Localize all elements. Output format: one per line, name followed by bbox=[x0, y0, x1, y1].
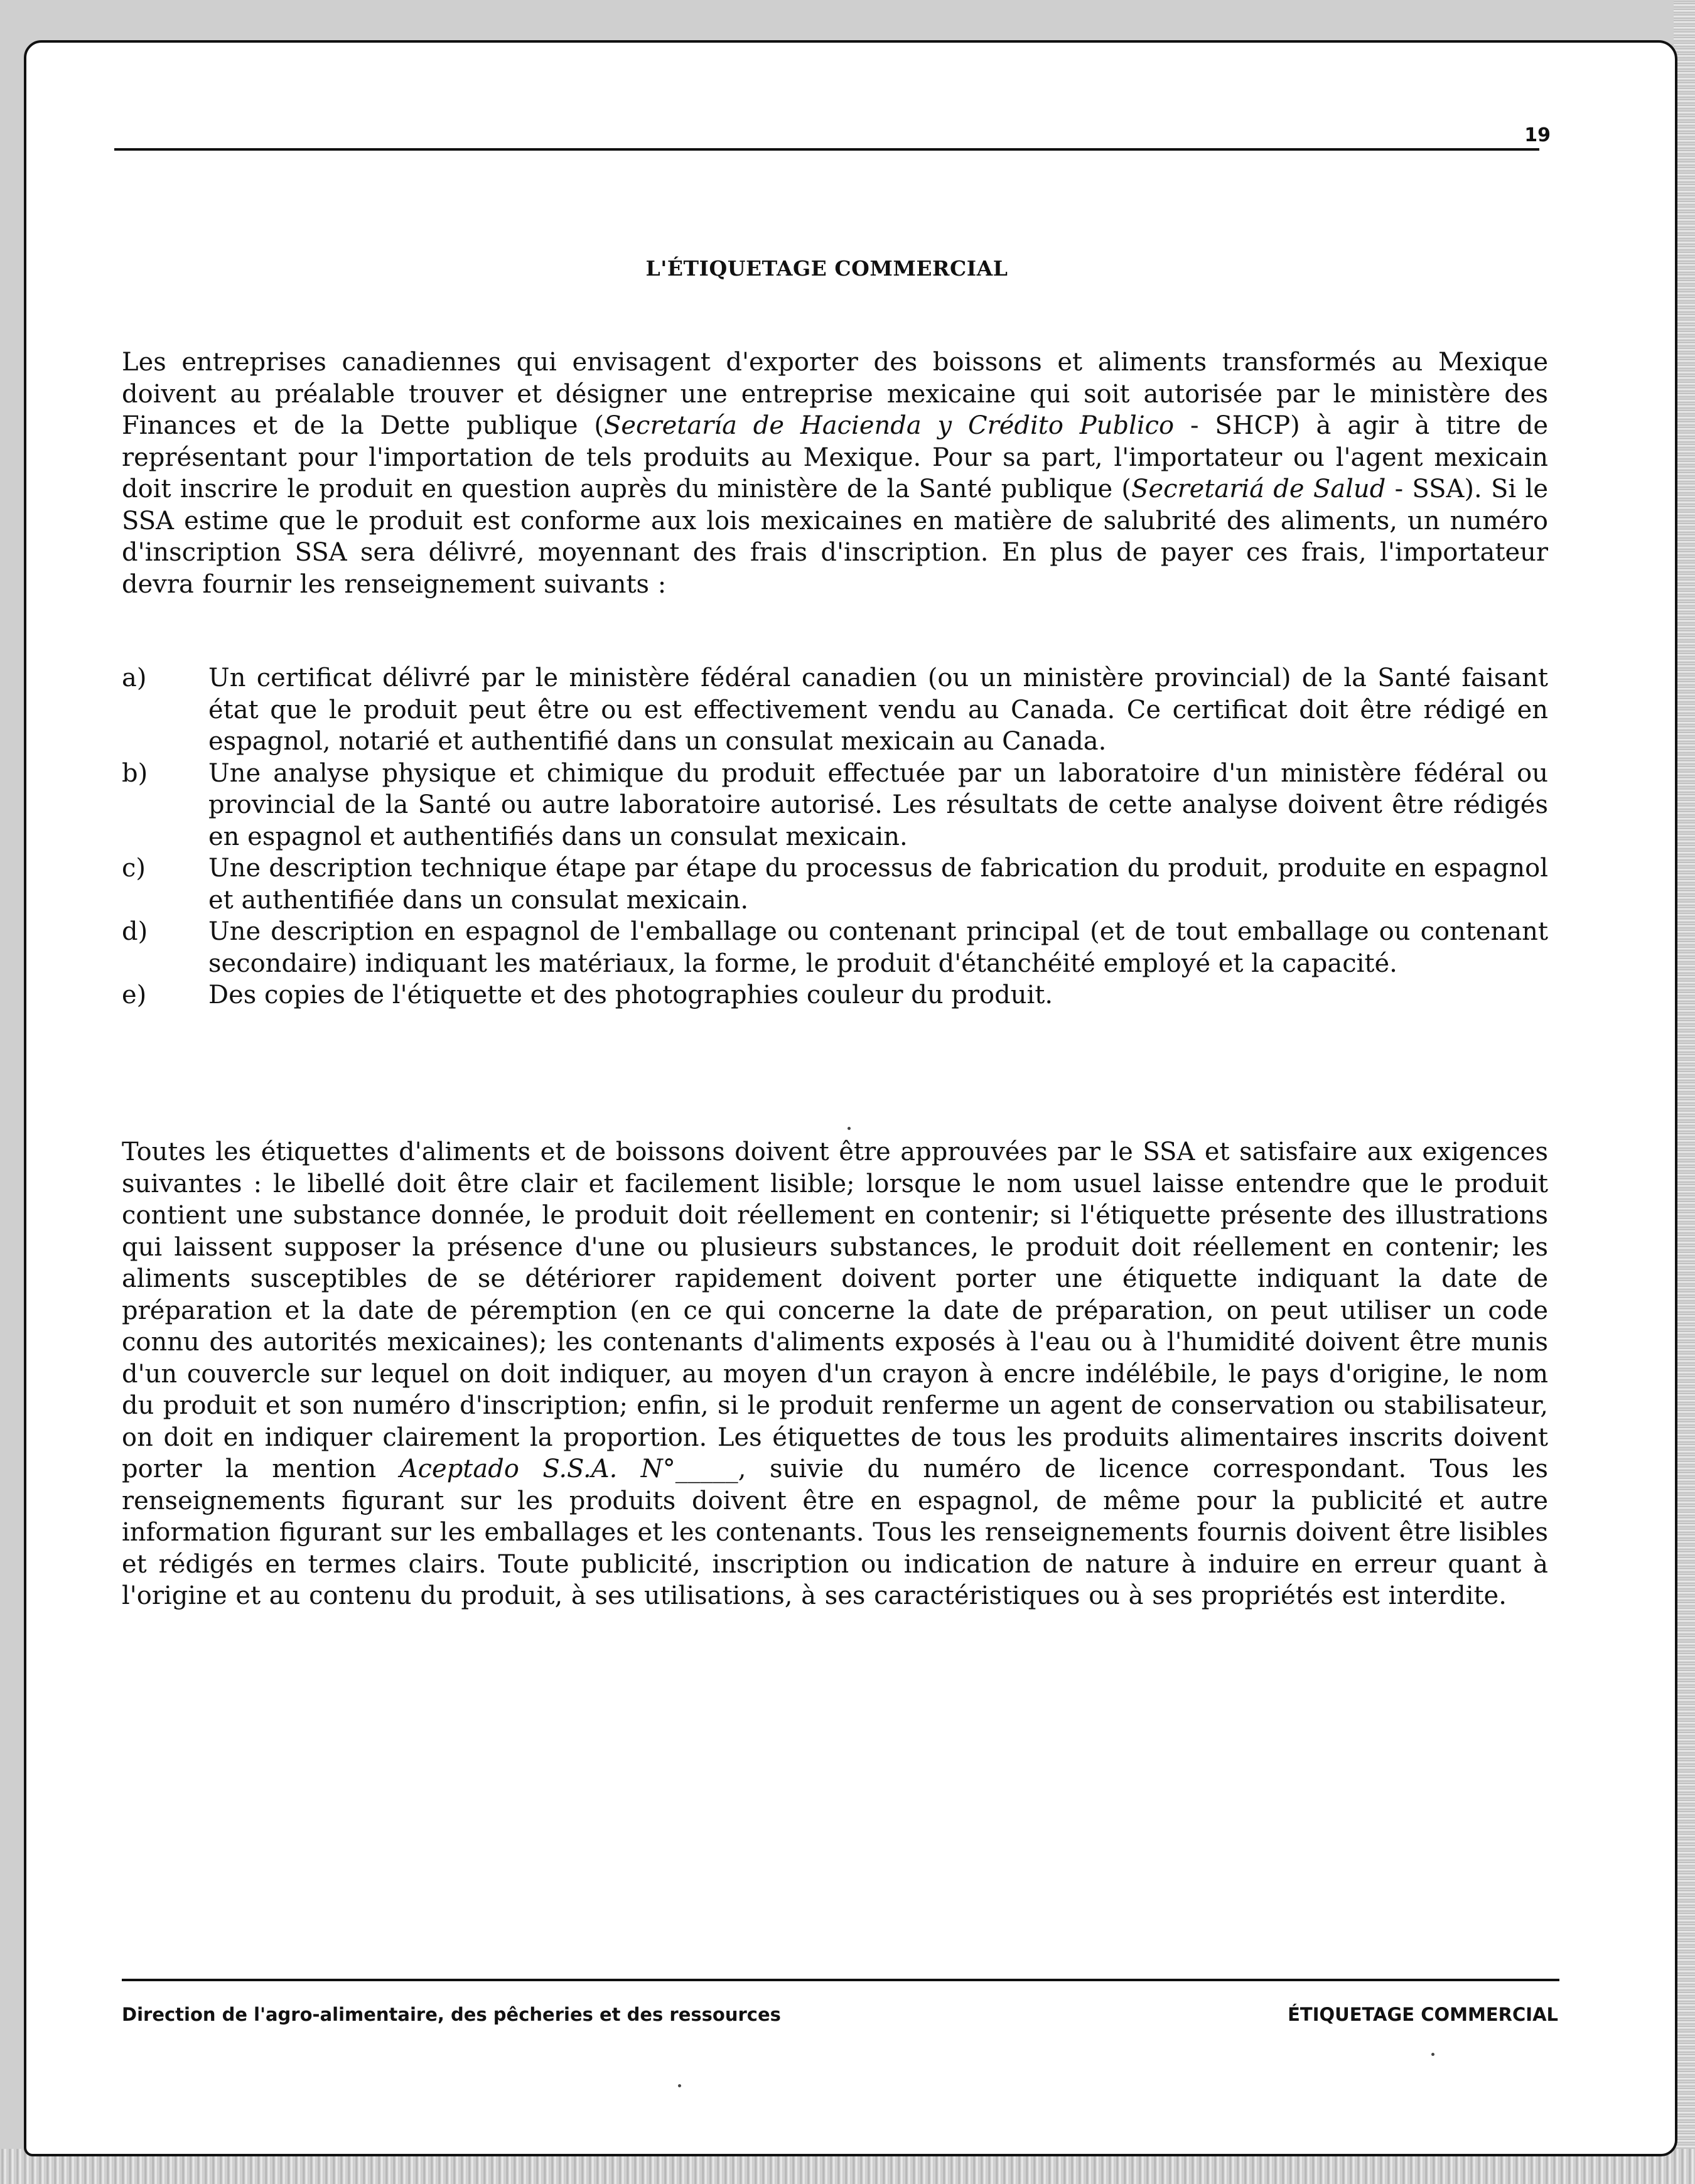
requirement-marker: d) bbox=[122, 917, 148, 946]
labels-text-1: Toutes les étiquettes d'aliments et de boissons doivent être approuvées par le SSA et satisfaire aux exigences suivantes : le libellé doit être clair et facilement lisible; lorsque le nom usuel laisse entendre que le produit contient une substance donnée, le produit doit réellement en contenir; si l'étiquette présente des illustrations qui laissent supposer la présence d'une ou plusieurs substances, le produit doit réellement en contenir; les aliments susceptibles de se détériorer rapidement doivent porter une étiquette indiquant la date de préparation et la date de péremption (en ce qui concerne la date de préparation, on peut utiliser un code connu des autorités mexicaines); les contenants d'aliments exposés à l'eau ou à l'humidité doivent être munis d'un couvercle sur lequel on doit indiquer, au moyen d'un crayon à encre indélébile, le pays d'origine, le nom du produit et son numéro d'inscription; enfin, si le produit renferme un agent de conservation ou stabilisateur, on doit en indiquer clairement la proportion. Les étiquettes de tous les produits alimentaires inscrits doivent porter la mention bbox=[122, 1138, 1548, 1483]
footer-department: Direction de l'agro-alimentaire, des pêcheries et des ressources bbox=[122, 2004, 781, 2025]
requirement-item-e bbox=[122, 979, 1548, 1011]
footer-section: ÉTIQUETAGE COMMERCIAL bbox=[1288, 2004, 1558, 2025]
footer-rule bbox=[122, 1979, 1559, 1981]
requirement-text: Des copies de l'étiquette et des photographies couleur du produit. bbox=[208, 981, 1053, 1009]
requirement-text: Une description technique étape par étape du processus de fabrication du produit, produite en espagnol et authentifiée dans un consulat mexicain. bbox=[208, 854, 1548, 915]
page-title: L'ÉTIQUETAGE COMMERCIAL bbox=[645, 256, 1008, 281]
requirement-text: Une analyse physique et chimique du produit effectuée par un laboratoire d'un ministère fédéral ou provincial de la Santé ou autre laboratoire autorisé. Les résultats de cette analyse doivent être rédigés en espagnol et authentifiés dans un consulat mexicain. bbox=[208, 758, 1548, 851]
page-number: 19 bbox=[1524, 124, 1551, 146]
requirement-marker: e) bbox=[122, 981, 147, 1009]
requirement-text: Une description en espagnol de l'emballage ou contenant principal (et de tout emballage ou contenant secondaire) indiquant les matériaux, la forme, le produit d'étanchéité employé et la capacité. bbox=[208, 917, 1548, 978]
requirement-item-b bbox=[122, 758, 1548, 853]
requirement-marker: b) bbox=[122, 758, 148, 788]
requirements-list bbox=[122, 662, 1548, 1011]
intro-text-3: - SSA). Si le SSA estime que le produit est conforme aux lois mexicaines en matière de salubrité des aliments, un numéro d'inscription SSA sera délivré, moyennant des frais d'inscription. En plus de payer ces frais, l'importateur devra fournir les renseignement suivants : bbox=[122, 475, 1548, 599]
labels-italic-mention: Aceptado S.S.A. N°_____ bbox=[399, 1455, 738, 1483]
intro-text-2: - SHCP) à agir à titre de représentant pour l'importation de tels produits au Mexique. Pour sa part, l'importateur ou l'agent mexicain doit inscrire le produit en question auprès du ministère de la Santé publique ( bbox=[122, 411, 1548, 503]
requirement-item-a bbox=[122, 662, 1548, 758]
intro-italic-salud: Secretariá de Salud bbox=[1131, 475, 1386, 503]
requirement-marker: a) bbox=[122, 664, 147, 692]
scan-speck bbox=[848, 1127, 851, 1130]
requirement-text: Un certificat délivré par le ministère fédéral canadien (ou un ministère provincial) de la Santé faisant état que le produit peut être ou est effectivement vendu au Canada. Ce certificat doit être rédigé en espagnol, notarié et authentifié dans un consulat mexicain au Canada. bbox=[208, 664, 1548, 756]
requirement-marker: c) bbox=[122, 854, 146, 883]
requirement-item-c bbox=[122, 853, 1548, 916]
labels-paragraph bbox=[122, 1136, 1548, 1612]
intro-text-1: Les entreprises canadiennes qui envisagent d'exporter des boissons et aliments transformés au Mexique doivent au préalable trouver et désigner une entreprise mexicaine qui soit autorisée par le ministère des Finances et de la Dette publique ( bbox=[122, 348, 1548, 440]
requirement-item-d bbox=[122, 916, 1548, 979]
scan-speck bbox=[678, 2084, 681, 2087]
labels-text-2: , suivie du numéro de licence correspondant. Tous les renseignements figurant sur les produits doivent être en espagnol, de même pour la publicité et autre information figurant sur les emballages et les contenants. Tous les renseignements fournis doivent être lisibles et rédigés en termes clairs. Toute publicité, inscription ou indication de nature à induire en erreur quant à l'origine et au contenu du produit, à ses utilisations, à ses caractéristiques ou à ses propriétés est interdite. bbox=[122, 1455, 1548, 1610]
scan-speck bbox=[1431, 2053, 1434, 2056]
intro-italic-hacienda: Secretaría de Hacienda y Crédito Publico bbox=[603, 411, 1175, 440]
header-rule bbox=[114, 148, 1539, 151]
intro-paragraph bbox=[122, 347, 1548, 600]
